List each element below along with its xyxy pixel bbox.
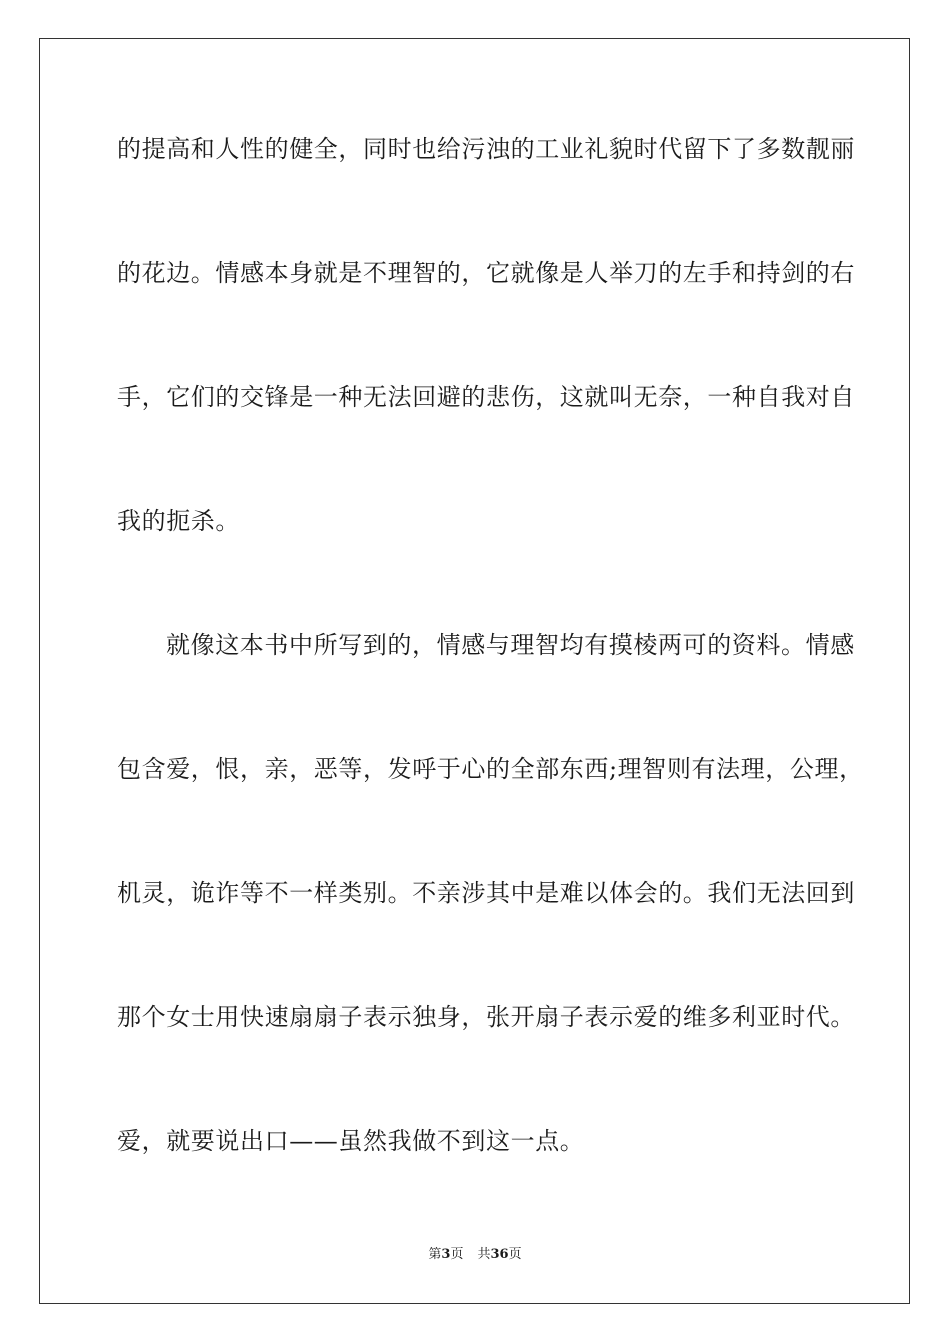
body-text-line-2: 的花边。情感本身就是不理智的，它就像是人举刀的左手和持剑的右	[117, 259, 855, 287]
body-text-line-1: 的提高和人性的健全，同时也给污浊的工业礼貌时代留下了多数靓丽	[117, 135, 855, 163]
body-text-line-4: 我的扼杀。	[117, 507, 240, 535]
footer-total-suffix: 页	[508, 1247, 522, 1262]
body-text-line-3: 手，它们的交锋是一种无法回避的悲伤，这就叫无奈，一种自我对自	[117, 383, 855, 411]
footer-current-page: 3	[441, 1247, 451, 1262]
body-text-line-6: 包含爱，恨，亲，恶等，发呼于心的全部东西;理智则有法理，公理，	[117, 755, 864, 783]
body-text-line-5: 就像这本书中所写到的，情感与理智均有摸棱两可的资料。情感	[166, 631, 855, 659]
body-text-line-9: 爱，就要说出口——虽然我做不到这一点。	[117, 1127, 585, 1155]
footer-page-suffix: 页	[450, 1247, 464, 1262]
page-footer	[0, 1245, 950, 1265]
body-text-line-8: 那个女士用快速扇扇子表示独身，张开扇子表示爱的维多利亚时代。	[117, 1003, 855, 1031]
footer-page-prefix: 第	[428, 1247, 442, 1262]
footer-total-prefix: 共	[477, 1247, 491, 1262]
body-text-line-7: 机灵，诡诈等不一样类别。不亲涉其中是难以体会的。我们无法回到	[117, 879, 855, 907]
footer-total-pages: 36	[490, 1247, 509, 1262]
page-border	[39, 38, 910, 1304]
